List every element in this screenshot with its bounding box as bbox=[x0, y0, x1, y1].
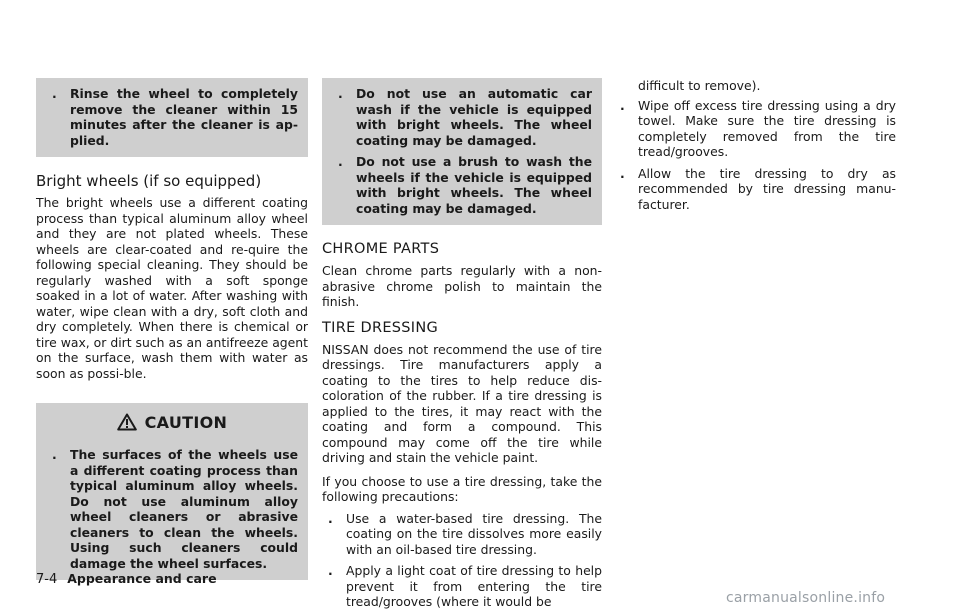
caution-box bbox=[36, 403, 308, 580]
column-right bbox=[614, 0, 896, 212]
note-list bbox=[46, 86, 298, 148]
list-item: . Do not use an automatic car wash if the vehicle is equipped with bright wheels. The wheel coating may be damaged. bbox=[338, 86, 592, 148]
section-name: Appearance and care bbox=[67, 571, 217, 586]
chrome-parts-paragraph: Clean chrome parts regularly with a non-abrasive chrome polish to maintain the finish. bbox=[322, 263, 602, 309]
bright-wheels-heading: Bright wheels (if so equipped) bbox=[36, 172, 262, 190]
list-item: . Wipe off excess tire dressing using a dry towel. Make sure the tire dressing is completely removed from the tire tread/grooves. bbox=[620, 97, 896, 159]
bright-wheels-paragraph: The bright wheels use a different coating process than typical aluminum alloy wheel and they are not plated wheels. These wheels are clear-coated and re-quire the following special cleaning. They should be regularly washed with a soft sponge soaked in a lot of water. After washing with water, wipe clean with a dry, soft cloth and dry completely. When there is chemical or tire wax, or dirt such as an antifreeze agent on the surface, wash them with water as soon as possi-ble. bbox=[36, 195, 308, 381]
tire-precautions-list-continued bbox=[614, 98, 896, 213]
caution-title: CAUTION bbox=[46, 413, 298, 433]
continued-text: difficult to remove). bbox=[638, 78, 761, 93]
list-item: . Apply a light coat of tire dressing to help prevent it from entering the tire tread/grooves (where it would be bbox=[328, 563, 602, 609]
list-item: . Allow the tire dressing to dry as recommended by tire dressing manu-facturer. bbox=[620, 165, 896, 212]
list-item: . Use a water-based tire dressing. The coating on the tire dissolves more easily with an oil-based tire dressing. bbox=[328, 510, 602, 557]
column-left bbox=[36, 0, 308, 580]
note-box bbox=[322, 78, 602, 225]
tire-dressing-intro: If you choose to use a tire dressing, take the following precautions: bbox=[322, 473, 602, 504]
column-middle bbox=[322, 0, 602, 610]
list-item: . Rinse the wheel to completely remove the cleaner within 15 minutes after the cleaner is ap-plied. bbox=[52, 86, 298, 148]
tire-dressing-paragraph: NISSAN does not recommend the use of tire dressings. Tire manufacturers apply a coating to the tires to help reduce dis-coloration of the rubber. If a tire dressing is applied to the tires, it may react with the coating and form a compound. This compound may come off the tire while driving and stain the vehicle paint. bbox=[322, 341, 602, 465]
chrome-parts-heading: CHROME PARTS bbox=[322, 241, 440, 257]
tire-dressing-heading: TIRE DRESSING bbox=[322, 319, 439, 336]
page-footer bbox=[36, 571, 217, 587]
bullet: . bbox=[338, 86, 343, 101]
page-number: 7-4 bbox=[36, 572, 58, 587]
list-item: . The surfaces of the wheels use a different coating process than typical aluminum alloy wheels. Do not use aluminum alloy wheel cleaners or abrasive cleaners to clean the wheels. Using such cleaners could damage the wheel surfaces. bbox=[52, 447, 298, 571]
bullet: . bbox=[620, 97, 625, 113]
bullet: . bbox=[620, 165, 625, 181]
warning-triangle-icon bbox=[117, 413, 137, 431]
list-item: . Do not use a brush to wash the wheels if the vehicle is equipped with bright wheels. The wheel coating may be damaged. bbox=[338, 154, 592, 216]
caution-list bbox=[46, 447, 298, 571]
bullet: . bbox=[52, 447, 57, 462]
note-box bbox=[36, 78, 308, 157]
note-list bbox=[332, 86, 592, 216]
bullet: . bbox=[328, 510, 333, 526]
tire-precautions-list bbox=[322, 511, 602, 610]
bullet: . bbox=[52, 86, 57, 101]
bullet: . bbox=[328, 563, 333, 578]
watermark: carmanualsonline.info bbox=[726, 590, 886, 606]
bullet: . bbox=[338, 154, 343, 169]
